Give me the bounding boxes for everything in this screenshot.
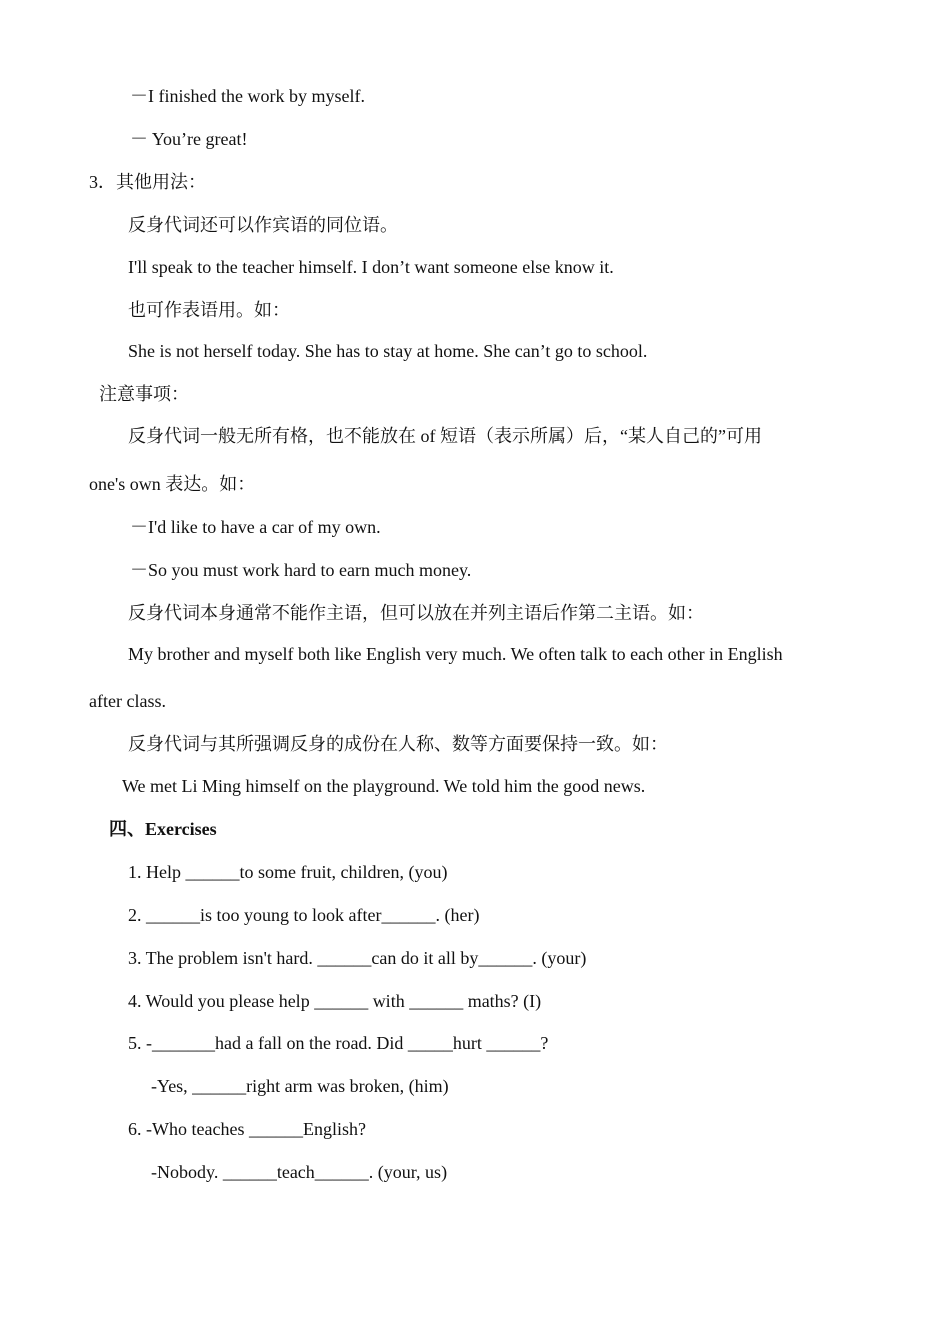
paragraph-continuation: after class. (89, 691, 166, 711)
section-heading: 3．其他用法： (89, 172, 206, 192)
dialogue-line: －I'd like to have a car of my own. (130, 517, 381, 537)
exercise-item: 3. The problem isn't hard. ______can do it all by______. (your) (128, 948, 587, 968)
exercise-item: 2. ______is too young to look after______. (her) (128, 905, 480, 925)
paragraph: 反身代词本身通常不能作主语，但可以放在并列主语后作第二主语。如： (128, 603, 704, 623)
example-sentence: My brother and myself both like English very much. We often talk to each other in English (128, 644, 783, 664)
example-sentence: I'll speak to the teacher himself. I don’t want someone else know it. (128, 257, 614, 277)
example-sentence: She is not herself today. She has to stay at home. She can’t go to school. (128, 341, 648, 361)
exercise-item: 6. -Who teaches ______English? (128, 1119, 366, 1139)
exercise-item: 1. Help ______to some fruit, children, (you) (128, 862, 448, 882)
paragraph: 反身代词与其所强调反身的成份在人称、数等方面要保持一致。如： (128, 734, 668, 754)
paragraph: 反身代词一般无所有格，也不能放在 of 短语（表示所属）后，“某人自己的”可用 (128, 426, 762, 446)
paragraph-continuation: one's own 表达。如： (89, 474, 256, 494)
paragraph: 也可作表语用。如： (128, 300, 290, 320)
dialogue-line: － You’re great! (130, 129, 248, 149)
notes-heading: 注意事项： (99, 384, 189, 404)
example-sentence: We met Li Ming himself on the playground. We told him the good news. (122, 776, 646, 796)
exercises-heading: 四、Exercises (109, 819, 217, 839)
dialogue-line: －I finished the work by myself. (130, 86, 365, 106)
exercise-item-continuation: -Yes, ______right arm was broken, (him) (151, 1076, 449, 1096)
exercise-item: 4. Would you please help ______ with ______ maths? (I) (128, 991, 542, 1011)
dialogue-line: －So you must work hard to earn much money. (130, 560, 472, 580)
exercise-item: 5. -_______had a fall on the road. Did _____hurt ______? (128, 1033, 549, 1053)
exercise-item-continuation: -Nobody. ______teach______. (your, us) (151, 1162, 448, 1182)
paragraph: 反身代词还可以作宾语的同位语。 (128, 215, 398, 235)
